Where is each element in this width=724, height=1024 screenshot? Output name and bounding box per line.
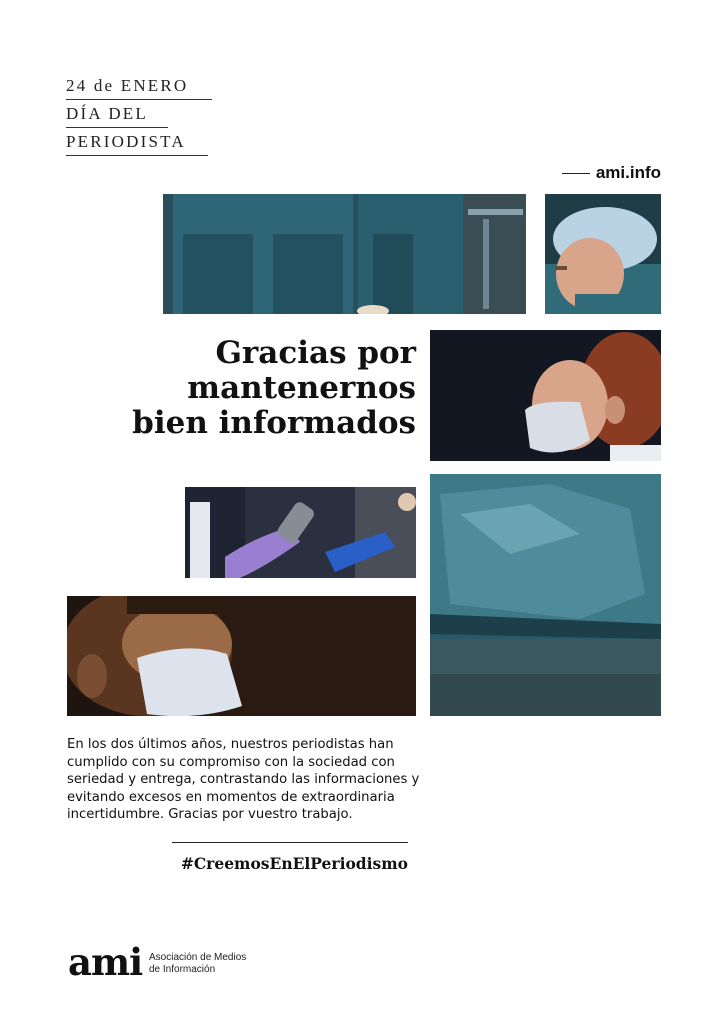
org-name-line-2: de Información: [149, 964, 216, 975]
hashtag: #CreemosEnElPeriodismo: [180, 854, 408, 873]
headline-line-3: bien informados: [132, 405, 416, 441]
dash-divider: [562, 173, 590, 174]
divider-rule: [172, 842, 408, 843]
ami-logo: ami: [68, 940, 143, 984]
headline-line-1: Gracias por: [215, 335, 416, 371]
photo-surgical-drape: [430, 474, 661, 716]
org-name: [149, 952, 246, 976]
date-line-1: 24 de ENERO: [66, 72, 212, 100]
photo-press-microphones: [185, 487, 416, 578]
org-name-line-1: Asociación de Medios: [149, 952, 247, 963]
photo-surgeons-scrubs: [163, 194, 526, 314]
photo-woman-mask: [430, 330, 661, 461]
site-link[interactable]: [562, 163, 661, 183]
date-block: [66, 72, 212, 156]
date-line-3: PERIODISTA: [66, 128, 208, 156]
date-line-2: DÍA DEL: [66, 100, 168, 128]
site-label: ami.info: [595, 163, 661, 182]
photo-nurse-cap: [545, 194, 661, 314]
headline-line-2: mantenernos: [187, 370, 416, 406]
headline: [132, 336, 416, 441]
body-paragraph: En los dos últimos años, nuestros periodistas han cumplido con su compromiso con la sociedad con seriedad y entrega, contrastando las informaciones y evitando excesos en momentos de extraordinaria incertidumbre. Gracias por vuestro trabajo.: [67, 737, 420, 823]
photo-man-mask: [67, 596, 416, 716]
